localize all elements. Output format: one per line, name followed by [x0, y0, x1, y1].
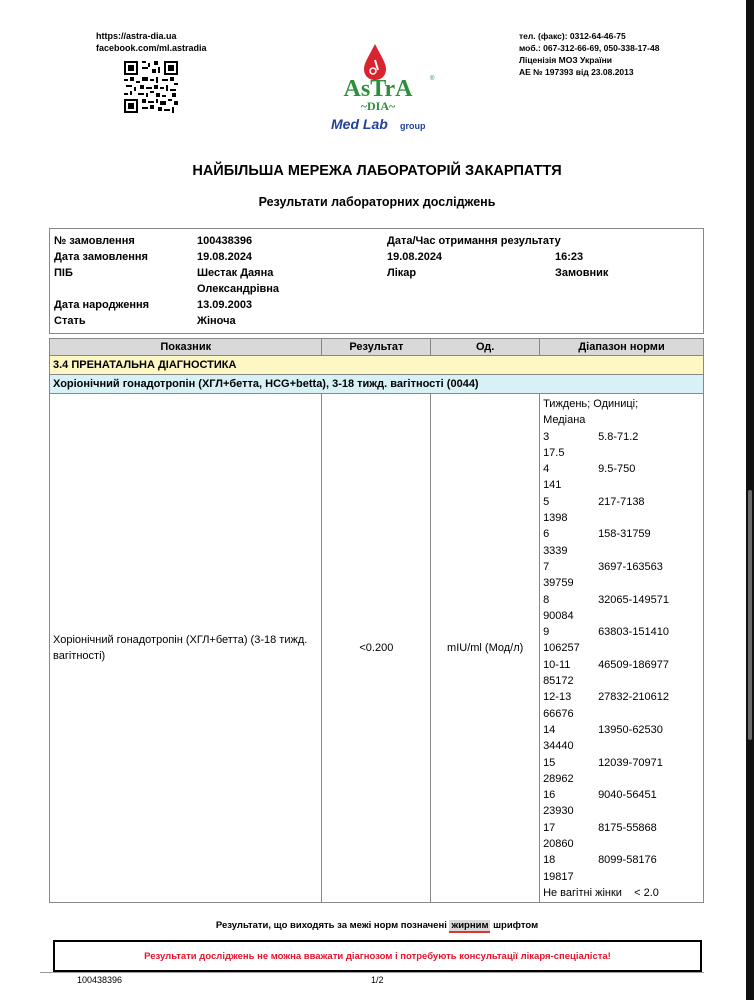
warning-text: Результати досліджень не можна вважати діагнозом і потребують консультації лікаря-спеціаліста!	[144, 951, 611, 962]
footer-note	[0, 920, 754, 931]
range-week: 66676	[543, 707, 574, 720]
range-week: 90084	[543, 609, 574, 622]
qr-code-icon	[124, 61, 178, 113]
document-subtitle: Результати лабораторних досліджень	[258, 195, 496, 209]
range-line	[543, 640, 700, 656]
range-values: 12039-70971	[598, 756, 663, 769]
range-week: 8	[543, 593, 550, 606]
range-line	[543, 526, 700, 542]
range-values: 32065-149571	[598, 593, 670, 606]
page-number: 1/2	[371, 975, 384, 985]
logo-dia-text: ~DIA~	[360, 99, 396, 113]
range-header-2: Медіана	[543, 414, 586, 427]
range-line	[543, 461, 700, 477]
range-week: 106257	[543, 642, 580, 655]
footer-divider	[40, 972, 704, 973]
scrollbar-thumb[interactable]	[748, 490, 752, 740]
result-time-value: 16:23	[555, 251, 584, 263]
range-values: 46509-186977	[598, 658, 670, 671]
license-text: Ліценізія МОЗ України	[519, 55, 612, 65]
order-value: 100438396	[197, 235, 253, 247]
range-line	[543, 477, 700, 493]
range-week: 17	[543, 821, 556, 834]
range-line	[543, 755, 700, 771]
note-after: шрифтом	[493, 920, 539, 931]
col-header-unit: Од.	[431, 339, 540, 356]
range-values: 217-7138	[598, 495, 645, 508]
range-week: 39759	[543, 577, 574, 590]
indicator-name: Хоріонічний гонадотропін (ХГЛ+бетта) (3-18 тижд. вагітності)	[50, 394, 322, 903]
range-line	[543, 706, 700, 722]
test-title-row	[50, 375, 704, 394]
range-line	[543, 689, 700, 705]
note-before: Результати, що виходять за межі норм позначені	[215, 920, 447, 931]
birth-label: Дата народження	[54, 299, 150, 311]
name-label: ПІБ	[54, 267, 73, 279]
birth-value: 13.09.2003	[197, 299, 253, 311]
doctor-label: Лікар	[387, 267, 417, 279]
range-line	[543, 592, 700, 608]
range-values: 8099-58176	[598, 854, 657, 867]
website-link[interactable]: https://astra-dia.ua	[96, 31, 177, 41]
order-label: № замовлення	[54, 235, 135, 247]
range-line	[543, 738, 700, 754]
table-row	[50, 394, 704, 903]
col-header-result: Результат	[322, 339, 431, 356]
range-line	[543, 608, 700, 624]
range-week: 16	[543, 789, 556, 802]
range-line	[543, 510, 700, 526]
range-line	[543, 673, 700, 689]
range-line	[543, 429, 700, 445]
range-values: 63803-151410	[598, 626, 670, 639]
range-week: 3	[543, 430, 550, 443]
vertical-scrollbar[interactable]	[746, 0, 754, 1000]
result-date-value: 19.08.2024	[387, 251, 443, 263]
range-week: 5	[543, 495, 550, 508]
range-values: 9.5-750	[598, 463, 636, 476]
range-line	[543, 543, 700, 559]
license-number-text: АЕ № 197393 від 23.08.2013	[519, 67, 634, 77]
warning-box	[53, 940, 702, 972]
range-week: 15	[543, 756, 556, 769]
mobile-text: моб.: 067-312-66-69, 050-338-17-48	[519, 43, 660, 53]
result-value: <0.200	[322, 394, 431, 903]
range-line	[543, 494, 700, 510]
range-week: 20860	[543, 838, 574, 851]
range-line	[543, 624, 700, 640]
range-week: 7	[543, 560, 550, 573]
range-week: 17.5	[543, 446, 565, 459]
patient-info-box	[49, 228, 704, 334]
name-value-1: Шестак Даяна	[197, 267, 274, 279]
range-week: 18	[543, 854, 556, 867]
range-header-1: Тиждень; Одиниці;	[543, 398, 639, 410]
phone-text: тел. (факс): 0312-64-46-75	[519, 31, 626, 41]
range-values: 13950-62530	[598, 723, 663, 736]
range-week: 19817	[543, 870, 574, 883]
range-week: 9	[543, 626, 550, 639]
col-header-range: Діапазон норми	[540, 339, 704, 356]
range-week: 6	[543, 528, 550, 541]
range-week: 3339	[543, 544, 568, 557]
logo-group-text: group	[400, 121, 426, 131]
range-week: 34440	[543, 740, 574, 753]
section-title: 3.4 ПРЕНАТАЛЬНА ДІАГНОСТИКА	[50, 356, 704, 375]
range-values: 158-31759	[598, 528, 651, 541]
test-title: Хоріонічний гонадотропін (ХГЛ+бетта, HCG+betta), 3-18 тижд. вагітності (0044)	[50, 375, 704, 394]
range-line	[543, 657, 700, 673]
range-line	[543, 836, 700, 852]
range-values: 5.8-71.2	[598, 430, 639, 443]
range-week: 85172	[543, 675, 574, 688]
sex-label: Стать	[54, 315, 86, 327]
reference-range	[540, 394, 704, 903]
col-header-indicator: Показник	[50, 339, 322, 356]
range-week: 12-13	[543, 691, 572, 704]
range-line	[543, 559, 700, 575]
range-line	[543, 820, 700, 836]
customer-label: Замовник	[555, 267, 609, 279]
logo-medlab-text: Med Lab	[331, 116, 388, 132]
order-date-value: 19.08.2024	[197, 251, 253, 263]
document-title: НАЙБІЛЬША МЕРЕЖА ЛАБОРАТОРІЙ ЗАКАРПАТТЯ	[192, 163, 562, 179]
range-last-line: Не вагітні жінки < 2.0	[543, 886, 659, 899]
range-values: 27832-210612	[598, 691, 670, 704]
svg-text:®: ®	[430, 76, 435, 82]
range-week: 10-11	[543, 658, 571, 671]
range-week: 28962	[543, 772, 574, 785]
range-values: 8175-55868	[598, 821, 657, 834]
range-line	[543, 869, 700, 885]
range-week: 141	[543, 479, 562, 492]
range-week: 1398	[543, 512, 568, 525]
range-line	[543, 445, 700, 461]
section-row	[50, 356, 704, 375]
header-links	[96, 30, 207, 54]
range-line	[543, 771, 700, 787]
footer-order-number: 100438396	[77, 975, 123, 985]
range-line	[543, 575, 700, 591]
range-line	[543, 787, 700, 803]
facebook-link[interactable]: facebook.com/ml.astradia	[96, 43, 207, 53]
range-values: 3697-163563	[598, 560, 663, 573]
range-lines	[543, 429, 700, 885]
sex-value: Жіноча	[197, 315, 236, 327]
table-header-row	[50, 339, 704, 356]
results-table	[49, 338, 704, 903]
astra-dia-logo	[318, 40, 438, 140]
logo-astra-text: AsTrA	[343, 76, 413, 102]
order-date-label: Дата замовлення	[54, 251, 148, 263]
range-week: 4	[543, 463, 550, 476]
name-value-2: Олександрівна	[197, 283, 280, 295]
range-values: 9040-56451	[598, 789, 657, 802]
range-line	[543, 852, 700, 868]
result-datetime-label: Дата/Час отримання результату	[387, 235, 561, 247]
header-contacts	[519, 30, 659, 78]
range-week: 23930	[543, 805, 574, 818]
range-line	[543, 803, 700, 819]
range-week: 14	[543, 723, 556, 736]
range-line	[543, 722, 700, 738]
note-bold-word: жирним	[451, 920, 489, 931]
unit-value: mIU/ml (Мод/л)	[431, 394, 540, 903]
